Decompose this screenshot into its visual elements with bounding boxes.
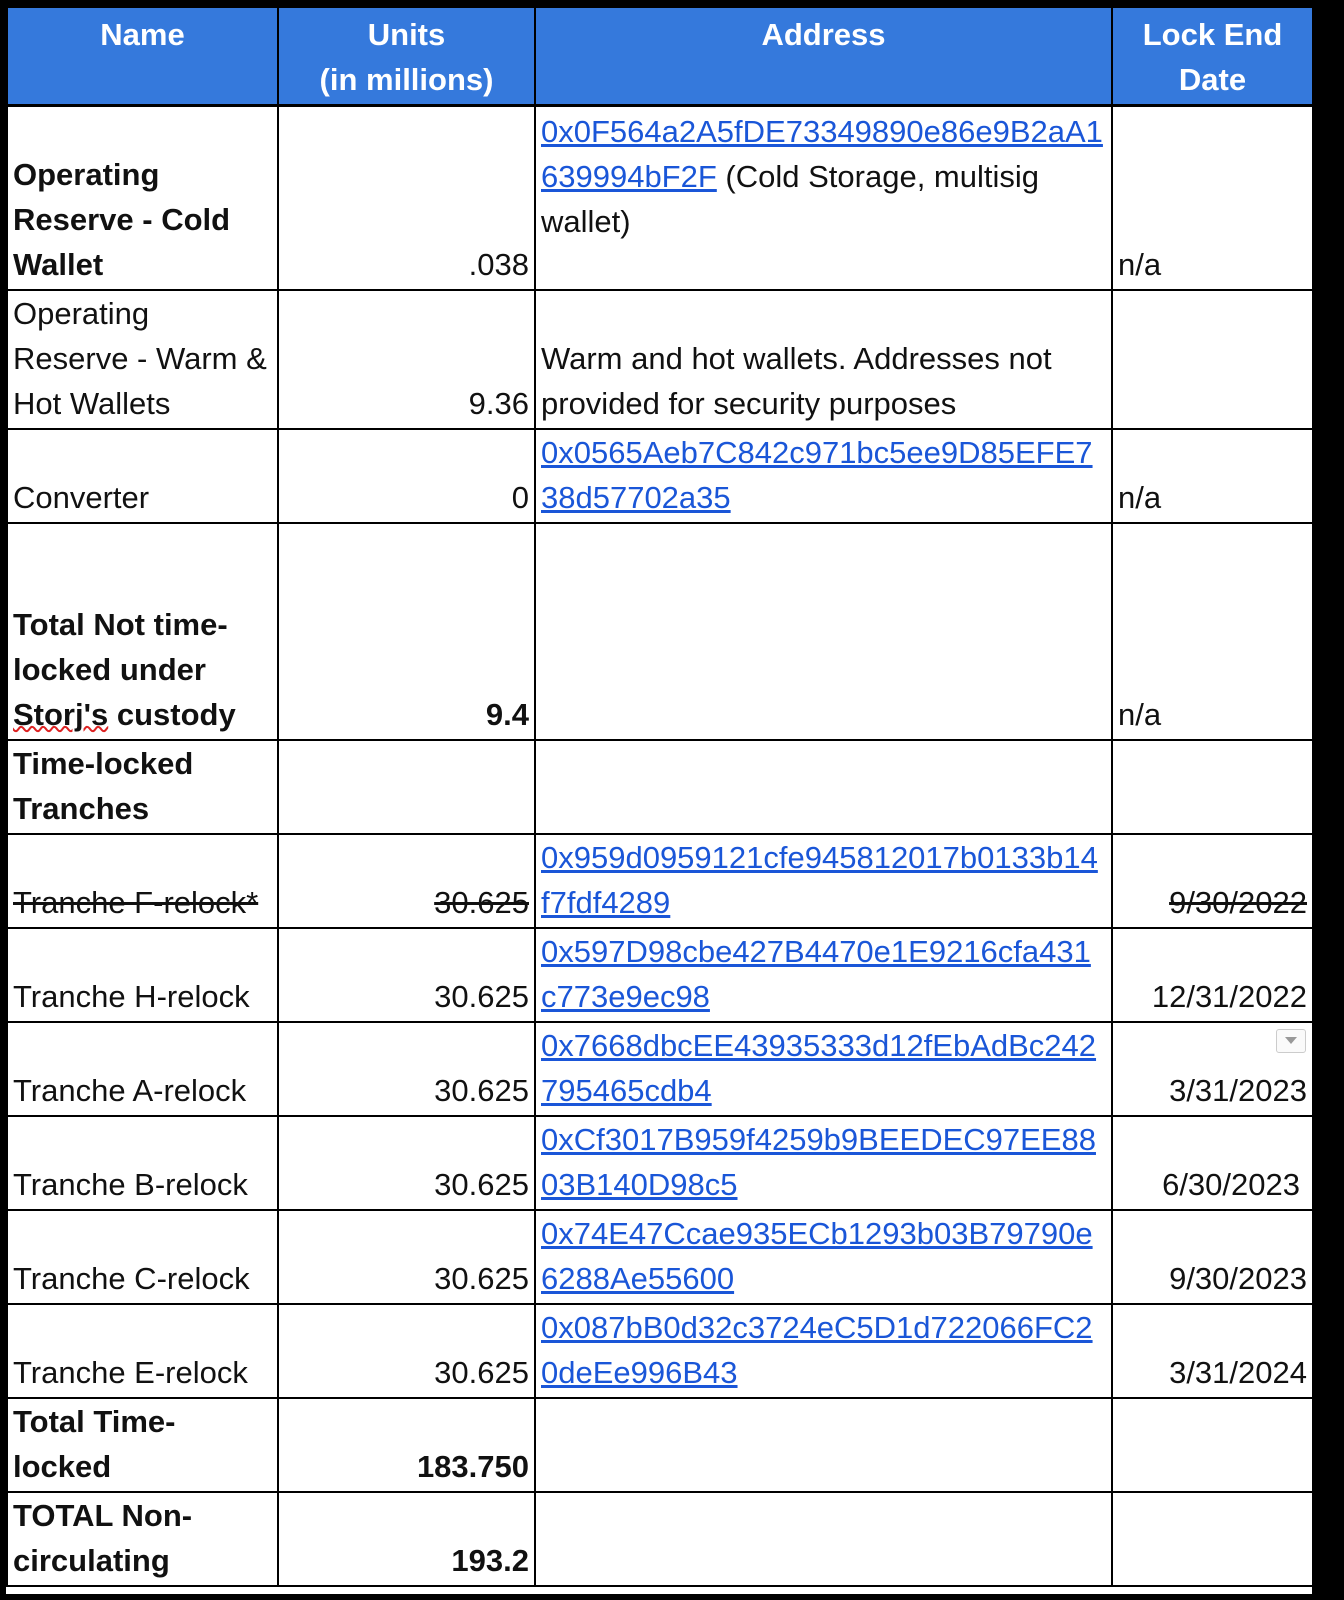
address-note: (Cold Storage, multisig wallet) [541,159,1039,239]
address-link[interactable]: 0x7668dbcEE43935333d12fEbAdBc242795465cdb4 [541,1027,1097,1108]
row-lock-date[interactable] [1112,1398,1313,1492]
table-row [7,523,1313,740]
name-text: Total Not time-locked under [13,606,228,687]
table-row [7,106,1313,290]
spellcheck-word: Storj's [13,696,109,732]
row-units[interactable]: 9.36 [278,290,535,429]
row-units[interactable]: 9.4 [278,523,535,740]
row-units[interactable]: 30.625 [278,1116,535,1210]
row-lock-date[interactable] [1112,1492,1313,1586]
header-units: Units (in millions) [278,7,535,106]
table-row [7,1304,1313,1398]
row-name[interactable]: Tranche F-relock* [7,834,278,928]
table-row [7,429,1313,523]
row-units[interactable]: 0 [278,429,535,523]
table-row [7,1492,1313,1586]
address-link[interactable]: 0x597D98cbe427B4470e1E9216cfa431c773e9ec98 [541,933,1091,1014]
address-link[interactable]: 0x0565Aeb7C842c971bc5ee9D85EFE738d57702a35 [541,434,1093,515]
row-name[interactable]: Tranche H-relock [7,928,278,1022]
row-address[interactable] [535,523,1112,740]
row-name[interactable]: TOTAL Non-circulating [7,1492,278,1586]
row-name[interactable]: Time-locked Tranches [7,740,278,834]
header-address: Address [535,7,1112,106]
row-units[interactable]: .038 [278,106,535,290]
address-link[interactable]: 0x959d0959121cfe945812017b0133b14f7fdf4289 [541,839,1098,920]
spreadsheet-frame [6,6,1312,1594]
dropdown-arrow-icon[interactable] [1276,1029,1306,1053]
row-address[interactable] [535,834,1112,928]
date-text: 3/31/2023 [1169,1072,1307,1108]
row-units[interactable]: 30.625 [278,1210,535,1304]
table-row [7,1116,1313,1210]
row-lock-date[interactable] [1112,1022,1313,1116]
header-row [7,7,1313,106]
row-name[interactable]: Converter [7,429,278,523]
row-address[interactable] [535,1304,1112,1398]
row-name[interactable]: Tranche E-relock [7,1304,278,1398]
row-units[interactable]: 30.625 [278,928,535,1022]
row-address[interactable] [535,106,1112,290]
row-lock-date[interactable]: n/a [1112,429,1313,523]
row-name[interactable]: Tranche C-relock [7,1210,278,1304]
row-lock-date[interactable]: 9/30/2022 [1112,834,1313,928]
row-address[interactable] [535,1116,1112,1210]
row-name[interactable]: Operating Reserve - Warm & Hot Wallets [7,290,278,429]
non-circulating-table [6,6,1314,1587]
row-address[interactable] [535,1210,1112,1304]
address-link[interactable]: 0x0F564a2A5fDE73349890e86e9B2aA1639994bF2F [541,114,1103,194]
address-link[interactable]: 0x74E47Ccae935ECb1293b03B79790e6288Ae55600 [541,1215,1093,1296]
row-units[interactable]: 30.625 [278,834,535,928]
row-name[interactable]: Tranche B-relock [7,1116,278,1210]
address-link[interactable]: 0xCf3017B959f4259b9BEEDEC97EE8803B140D98c5 [541,1121,1096,1202]
row-address[interactable] [535,1398,1112,1492]
table-row [7,1398,1313,1492]
row-lock-date[interactable]: 12/31/2022 [1112,928,1313,1022]
row-lock-date[interactable]: n/a [1112,106,1313,290]
row-units[interactable]: 30.625 [278,1304,535,1398]
header-lock-end-date: Lock End Date [1112,7,1313,106]
row-lock-date[interactable] [1112,740,1313,834]
row-address[interactable] [535,1022,1112,1116]
table-row [7,1210,1313,1304]
table-row [7,1022,1313,1116]
row-lock-date[interactable] [1112,290,1313,429]
row-lock-date[interactable]: 9/30/2023 [1112,1210,1313,1304]
table-row [7,928,1313,1022]
table-row [7,740,1313,834]
table-row [7,834,1313,928]
row-units[interactable]: 193.2 [278,1492,535,1586]
row-lock-date[interactable]: 6/30/2023 [1112,1116,1313,1210]
row-units[interactable]: 183.750 [278,1398,535,1492]
row-lock-date[interactable]: 3/31/2024 [1112,1304,1313,1398]
name-text: custody [108,696,236,732]
row-lock-date[interactable]: n/a [1112,523,1313,740]
row-address[interactable] [535,740,1112,834]
row-address[interactable] [535,1492,1112,1586]
row-name[interactable]: Total Time-locked [7,1398,278,1492]
row-units[interactable] [278,740,535,834]
row-address[interactable] [535,928,1112,1022]
address-link[interactable]: 0x087bB0d32c3724eC5D1d722066FC20deEe996B43 [541,1309,1093,1390]
row-name[interactable] [7,523,278,740]
row-name[interactable]: Operating Reserve - Cold Wallet [7,106,278,290]
row-address[interactable]: Warm and hot wallets. Addresses not provided for security purposes [535,290,1112,429]
row-address[interactable] [535,429,1112,523]
table-row [7,290,1313,429]
row-name[interactable]: Tranche A-relock [7,1022,278,1116]
header-name: Name [7,7,278,106]
row-units[interactable]: 30.625 [278,1022,535,1116]
